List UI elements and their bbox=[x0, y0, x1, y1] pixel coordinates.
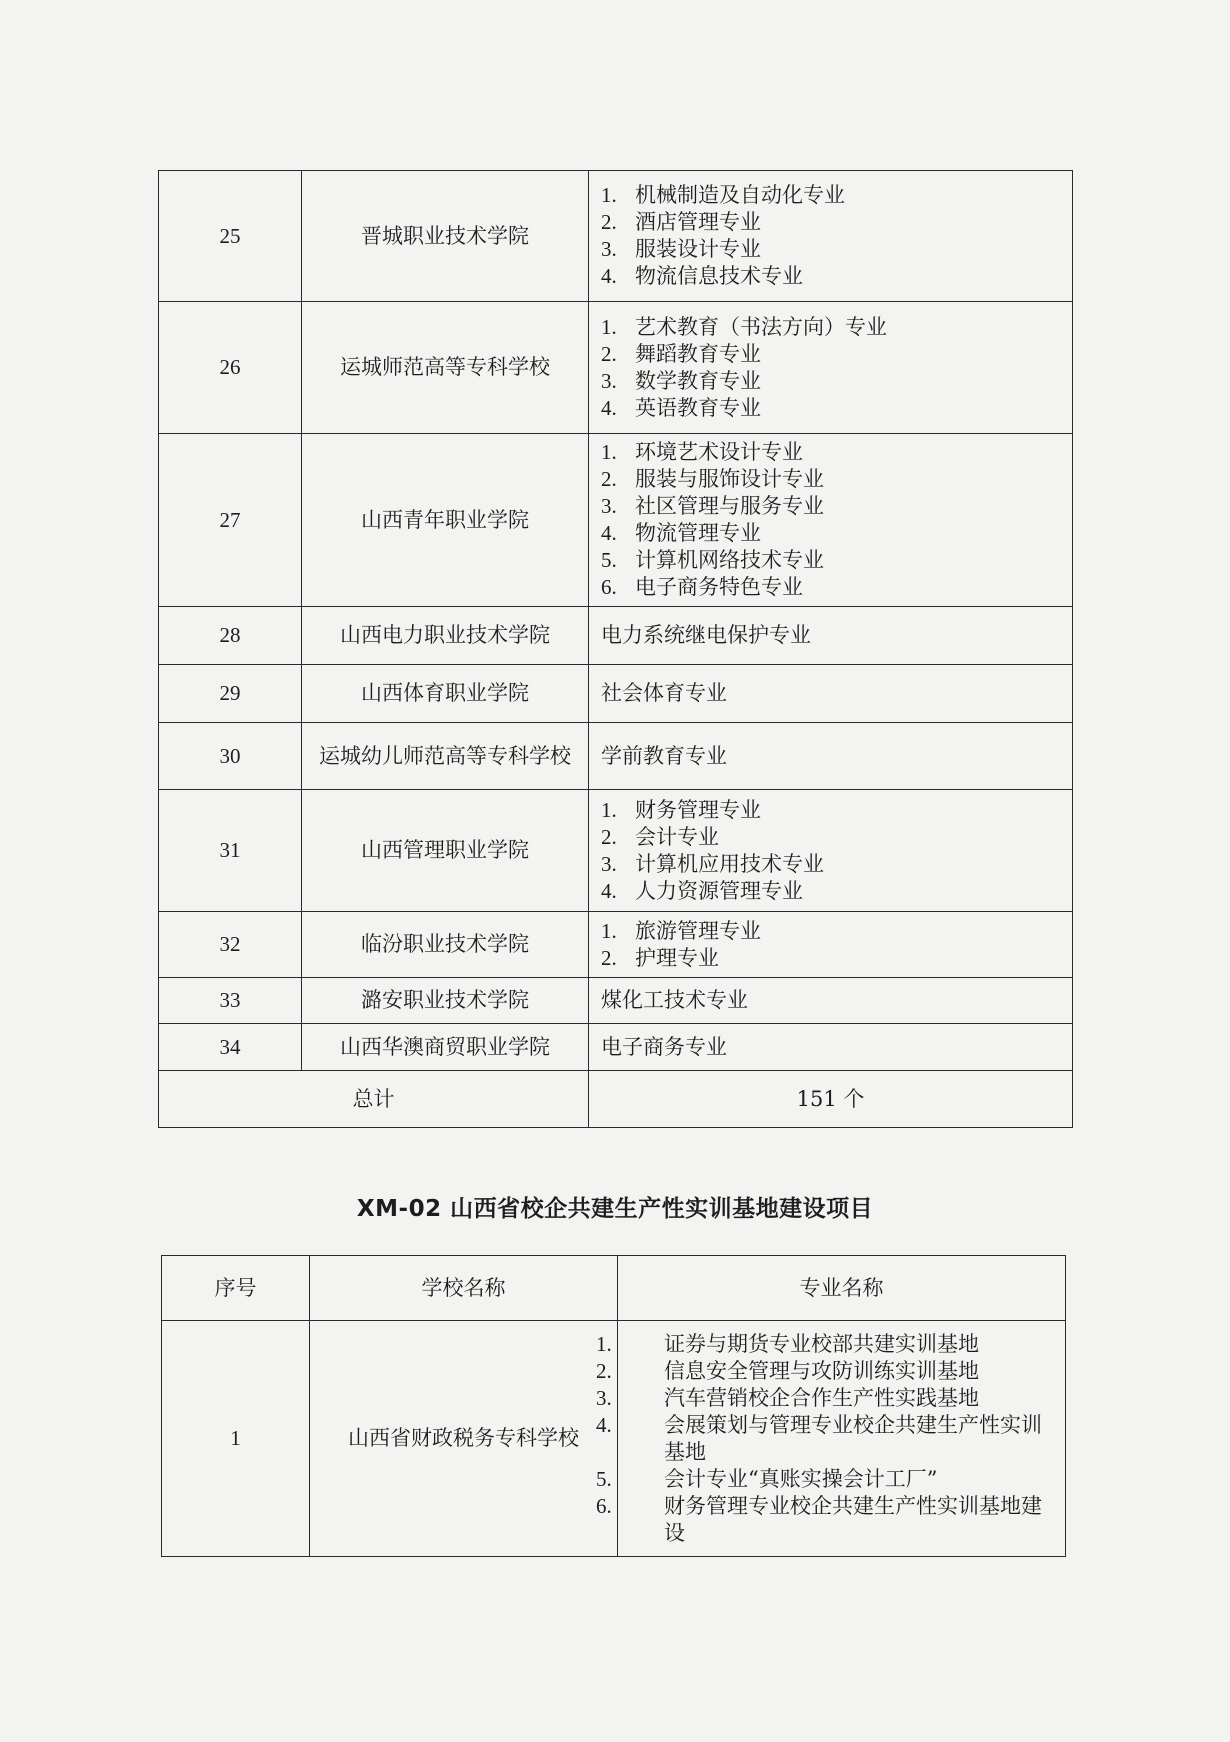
total-row bbox=[159, 1071, 1073, 1128]
major-item-number: 3. bbox=[601, 494, 617, 518]
school-name: 山西电力职业技术学院 bbox=[302, 607, 589, 665]
major-list bbox=[596, 1321, 1066, 1557]
major-item-text: 汽车营销校企合作生产性实践基地 bbox=[664, 1385, 979, 1410]
major-item bbox=[601, 547, 1060, 574]
major-list bbox=[589, 665, 1073, 723]
major-item bbox=[601, 493, 1060, 520]
major-item-number: 1. bbox=[601, 918, 617, 943]
major-item-number: 6. bbox=[601, 575, 617, 599]
major-item-text: 酒店管理专业 bbox=[635, 210, 761, 234]
major-item: 社会体育专业 bbox=[601, 681, 727, 705]
total-value: 151 个 bbox=[589, 1071, 1073, 1128]
major-item-number: 1. bbox=[596, 1331, 612, 1356]
row-number: 34 bbox=[159, 1024, 302, 1071]
major-item-number: 6. bbox=[596, 1493, 612, 1518]
major-list bbox=[589, 171, 1073, 302]
header-row bbox=[162, 1256, 1066, 1321]
major-item-text: 计算机应用技术专业 bbox=[635, 851, 824, 876]
major-item-text: 物流信息技术专业 bbox=[635, 264, 803, 288]
major-item-number: 3. bbox=[601, 368, 617, 393]
major-item-text: 社区管理与服务专业 bbox=[635, 494, 824, 518]
major-item-number: 3. bbox=[601, 851, 617, 876]
major-item-number: 2. bbox=[596, 1358, 612, 1383]
major-item-text: 证券与期货专业校部共建实训基地 bbox=[664, 1331, 979, 1356]
school-name: 临汾职业技术学院 bbox=[302, 912, 589, 978]
school-name: 运城师范高等专科学校 bbox=[302, 302, 589, 434]
major-item bbox=[601, 574, 1060, 601]
major-item: 学前教育专业 bbox=[601, 743, 727, 768]
major-item-number: 1. bbox=[601, 440, 617, 464]
major-item-number: 3. bbox=[601, 237, 617, 261]
table-row bbox=[162, 1321, 1066, 1557]
major-list bbox=[589, 434, 1073, 607]
major-item-number: 5. bbox=[601, 548, 617, 572]
major-item-text: 会计专业“真账实操会计工厂” bbox=[664, 1466, 938, 1491]
table-row bbox=[159, 1024, 1073, 1071]
major-item-text: 计算机网络技术专业 bbox=[635, 548, 824, 572]
row-number: 33 bbox=[159, 978, 302, 1024]
major-item-number: 1. bbox=[601, 183, 617, 207]
school-name: 潞安职业技术学院 bbox=[302, 978, 589, 1024]
major-item-text: 数学教育专业 bbox=[635, 368, 761, 393]
row-number: 25 bbox=[159, 171, 302, 302]
major-item bbox=[596, 1358, 1053, 1385]
school-name: 山西省财政税务专科学校 bbox=[310, 1321, 618, 1557]
major-item bbox=[596, 1412, 1053, 1466]
school-name: 晋城职业技术学院 bbox=[302, 171, 589, 302]
major-item bbox=[601, 341, 1060, 368]
major-item-number: 1. bbox=[601, 797, 617, 822]
row-number: 31 bbox=[159, 790, 302, 912]
row-number: 1 bbox=[162, 1321, 310, 1557]
major-item-text: 旅游管理专业 bbox=[635, 918, 761, 943]
major-item bbox=[601, 945, 1060, 972]
major-item bbox=[601, 368, 1060, 395]
major-item-number: 2. bbox=[601, 824, 617, 849]
training-base-table bbox=[161, 1255, 1066, 1557]
major-item bbox=[601, 263, 1060, 290]
major-item bbox=[596, 1466, 1053, 1493]
major-item: 煤化工技术专业 bbox=[601, 988, 748, 1012]
major-item: 电力系统继电保护专业 bbox=[601, 623, 811, 647]
major-item-text: 财务管理专业 bbox=[635, 797, 761, 822]
school-name: 山西青年职业学院 bbox=[302, 434, 589, 607]
major-item bbox=[601, 395, 1060, 422]
section-title: XM-02 山西省校企共建生产性实训基地建设项目 bbox=[356, 1196, 874, 1222]
row-number: 26 bbox=[159, 302, 302, 434]
major-item-text: 艺术教育（书法方向）专业 bbox=[635, 314, 887, 339]
major-item bbox=[601, 236, 1060, 263]
major-item-text: 电子商务特色专业 bbox=[635, 575, 803, 599]
major-item-text: 服装与服饰设计专业 bbox=[635, 467, 824, 491]
major-item bbox=[601, 182, 1060, 209]
major-list bbox=[589, 790, 1073, 912]
total-label: 总计 bbox=[159, 1071, 589, 1128]
major-item-number: 2. bbox=[601, 945, 617, 970]
major-item bbox=[596, 1331, 1053, 1358]
major-item-text: 信息安全管理与攻防训练实训基地 bbox=[664, 1358, 979, 1383]
table-row bbox=[159, 302, 1073, 434]
major-item bbox=[596, 1493, 1053, 1547]
major-item-text: 人力资源管理专业 bbox=[635, 878, 803, 903]
table-row bbox=[159, 607, 1073, 665]
major-list bbox=[589, 912, 1073, 978]
major-item-number: 4. bbox=[596, 1412, 612, 1437]
major-item-number: 4. bbox=[601, 264, 617, 288]
row-number: 27 bbox=[159, 434, 302, 607]
table-row bbox=[159, 912, 1073, 978]
major-item bbox=[601, 918, 1060, 945]
school-name: 山西管理职业学院 bbox=[302, 790, 589, 912]
major-item-text: 会计专业 bbox=[635, 824, 719, 849]
row-number: 30 bbox=[159, 723, 302, 790]
major-item bbox=[601, 878, 1060, 905]
major-list bbox=[589, 978, 1073, 1024]
major-item-text: 物流管理专业 bbox=[635, 521, 761, 545]
major-item-text: 机械制造及自动化专业 bbox=[635, 183, 845, 207]
major-item-number: 2. bbox=[601, 467, 617, 491]
major-list bbox=[589, 1024, 1073, 1071]
major-item-number: 4. bbox=[601, 878, 617, 903]
major-item bbox=[596, 1385, 1053, 1412]
major-item-number: 4. bbox=[601, 521, 617, 545]
table-row bbox=[159, 171, 1073, 302]
table-row bbox=[159, 723, 1073, 790]
major-item bbox=[601, 314, 1060, 341]
major-item bbox=[601, 797, 1060, 824]
table-row bbox=[159, 790, 1073, 912]
major-item bbox=[601, 520, 1060, 547]
major-item-number: 5. bbox=[596, 1466, 612, 1491]
row-number: 32 bbox=[159, 912, 302, 978]
major-item-text: 会展策划与管理专业校企共建生产性实训基地 bbox=[664, 1412, 1042, 1464]
major-item-text: 护理专业 bbox=[635, 945, 719, 970]
major-item-text: 环境艺术设计专业 bbox=[635, 440, 803, 464]
major-item-number: 4. bbox=[601, 395, 617, 420]
header-no: 序号 bbox=[162, 1256, 310, 1321]
school-name: 运城幼儿师范高等专科学校 bbox=[302, 723, 589, 790]
major-item-text: 服装设计专业 bbox=[635, 237, 761, 261]
major-list bbox=[589, 723, 1073, 790]
major-item-text: 财务管理专业校企共建生产性实训基地建设 bbox=[664, 1493, 1042, 1545]
major-item bbox=[601, 851, 1060, 878]
major-item-text: 英语教育专业 bbox=[635, 395, 761, 420]
table-row bbox=[159, 665, 1073, 723]
school-name: 山西华澳商贸职业学院 bbox=[302, 1024, 589, 1071]
majors-table-continued bbox=[158, 170, 1073, 1128]
major-item bbox=[601, 466, 1060, 493]
school-name: 山西体育职业学院 bbox=[302, 665, 589, 723]
table-row bbox=[159, 434, 1073, 607]
major-item-number: 2. bbox=[601, 210, 617, 234]
major-item: 电子商务专业 bbox=[601, 1034, 727, 1059]
major-item bbox=[601, 439, 1060, 466]
major-list bbox=[589, 302, 1073, 434]
major-list bbox=[589, 607, 1073, 665]
table-row bbox=[159, 978, 1073, 1024]
row-number: 28 bbox=[159, 607, 302, 665]
header-major: 专业名称 bbox=[618, 1256, 1066, 1321]
major-item-number: 3. bbox=[596, 1385, 612, 1410]
major-item bbox=[601, 824, 1060, 851]
major-item bbox=[601, 209, 1060, 236]
major-item-text: 舞蹈教育专业 bbox=[635, 341, 761, 366]
header-school: 学校名称 bbox=[310, 1256, 618, 1321]
row-number: 29 bbox=[159, 665, 302, 723]
major-item-number: 2. bbox=[601, 341, 617, 366]
major-item-number: 1. bbox=[601, 314, 617, 339]
